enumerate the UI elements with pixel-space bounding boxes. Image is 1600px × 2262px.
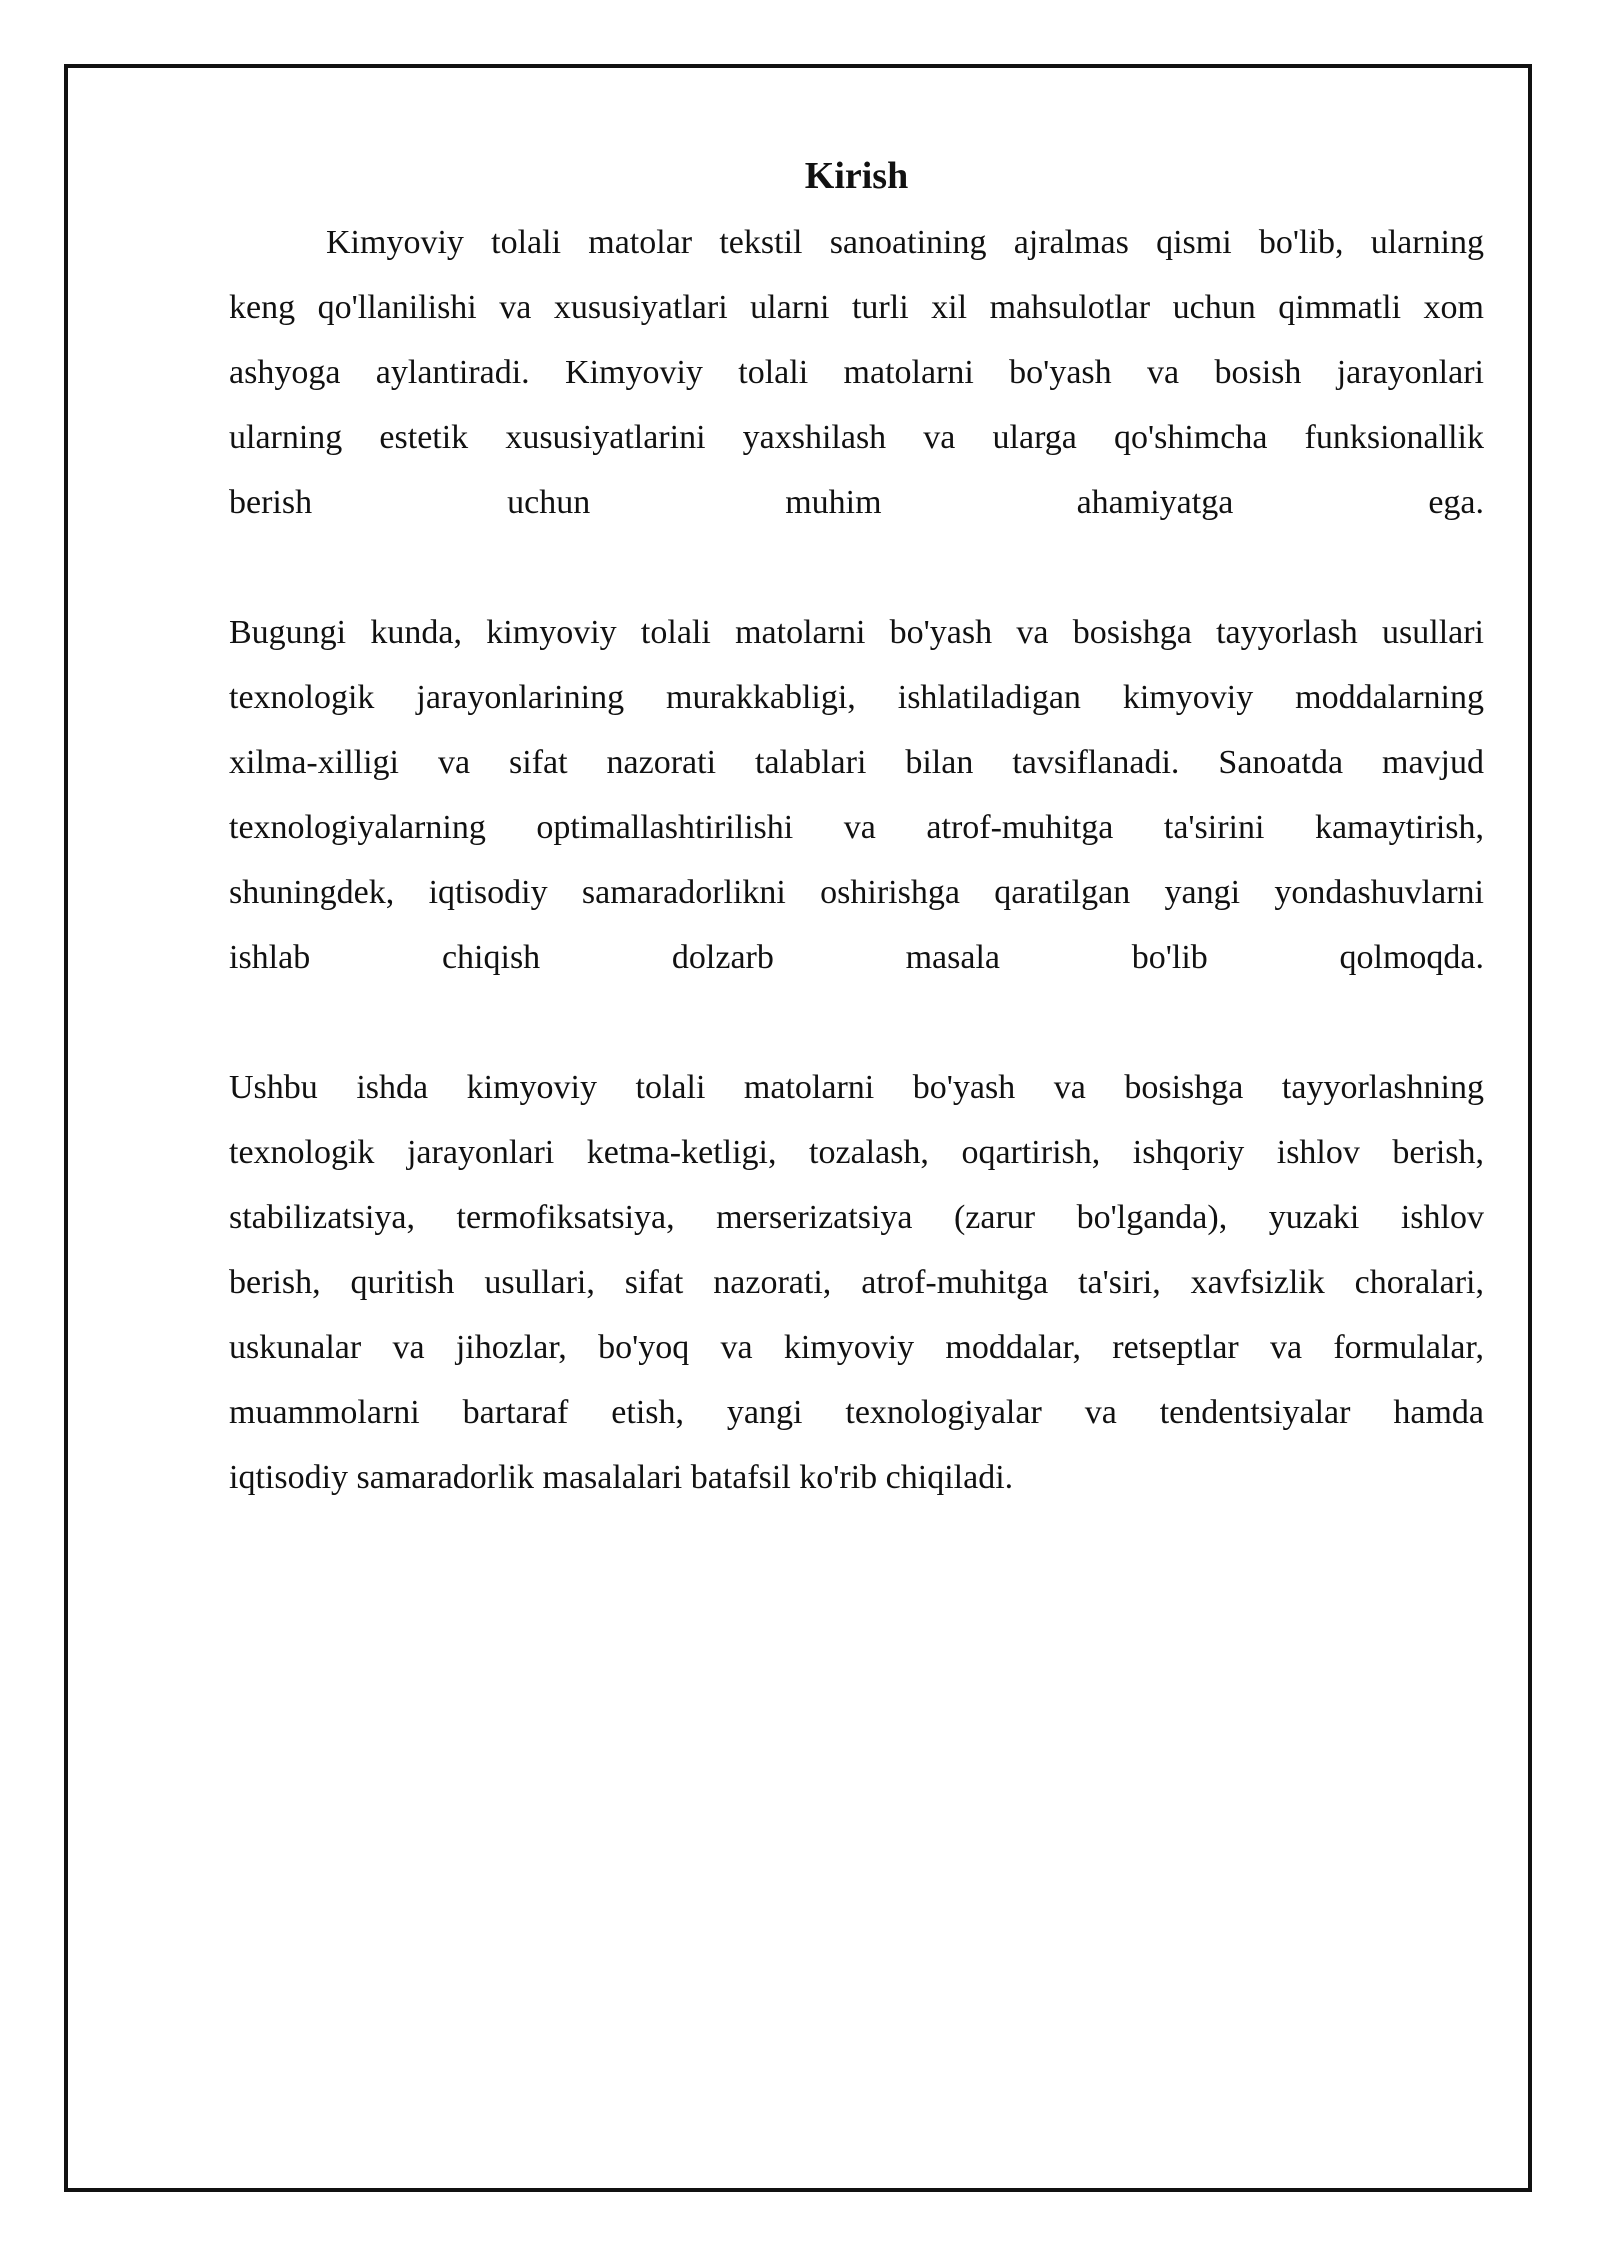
text-line: muammolarni bartaraf etish, yangi texnologiyalar va tendentsiyalar hamda	[229, 1394, 1484, 1431]
text-line: keng qo'llanilishi va xususiyatlari ularni turli xil mahsulotlar uchun qimmatli xom	[229, 289, 1484, 326]
text-line: texnologik jarayonlarining murakkabligi, ishlatiladigan kimyoviy moddalarning	[229, 679, 1484, 716]
text-line: texnologiyalarning optimallashtirilishi va atrof-muhitga ta'sirini kamaytirish,	[229, 809, 1484, 846]
text-line: ishlab chiqish dolzarb masala bo'lib qolmoqda.	[229, 939, 1484, 976]
document-body	[229, 146, 1484, 1510]
text-line: uskunalar va jihozlar, bo'yoq va kimyoviy moddalar, retseptlar va formulalar,	[229, 1329, 1484, 1366]
document-title: Kirish	[804, 155, 909, 197]
paragraph-scope	[229, 1055, 1484, 1510]
text-line: Bugungi kunda, kimyoviy tolali matolarni bo'yash va bosishga tayyorlash usullari	[229, 614, 1484, 651]
text-line: texnologik jarayonlari ketma-ketligi, tozalash, oqartirish, ishqoriy ishlov berish,	[229, 1134, 1484, 1171]
text-line: ularning estetik xususiyatlarini yaxshilash va ularga qo'shimcha funksionallik	[229, 419, 1484, 456]
text-line: berish, quritish usullari, sifat nazorati, atrof-muhitga ta'siri, xavfsizlik choralari,	[229, 1264, 1484, 1301]
text-line: shuningdek, iqtisodiy samaradorlikni oshirishga qaratilgan yangi yondashuvlarni	[229, 874, 1484, 911]
text-line: iqtisodiy samaradorlik masalalari batafsil ko'rib chiqiladi.	[229, 1459, 1014, 1496]
text-line: berish uchun muhim ahamiyatga ega.	[229, 484, 1484, 521]
paragraph-spacer	[229, 535, 1484, 600]
text-line: Ushbu ishda kimyoviy tolali matolarni bo'yash va bosishga tayyorlashning	[229, 1069, 1484, 1106]
paragraph-spacer	[229, 990, 1484, 1055]
paragraph-current-state	[229, 600, 1484, 990]
text-line: ashyoga aylantiradi. Kimyoviy tolali matolarni bo'yash va bosish jarayonlari	[229, 354, 1484, 391]
text-line: Kimyoviy tolali matolar tekstil sanoatining ajralmas qismi bo'lib, ularning	[326, 224, 1484, 261]
text-line: xilma-xilligi va sifat nazorati talablari bilan tavsiflanadi. Sanoatda mavjud	[229, 744, 1484, 781]
paragraph-intro	[229, 210, 1484, 535]
text-line: stabilizatsiya, termofiksatsiya, merserizatsiya (zarur bo'lganda), yuzaki ishlov	[229, 1199, 1484, 1236]
